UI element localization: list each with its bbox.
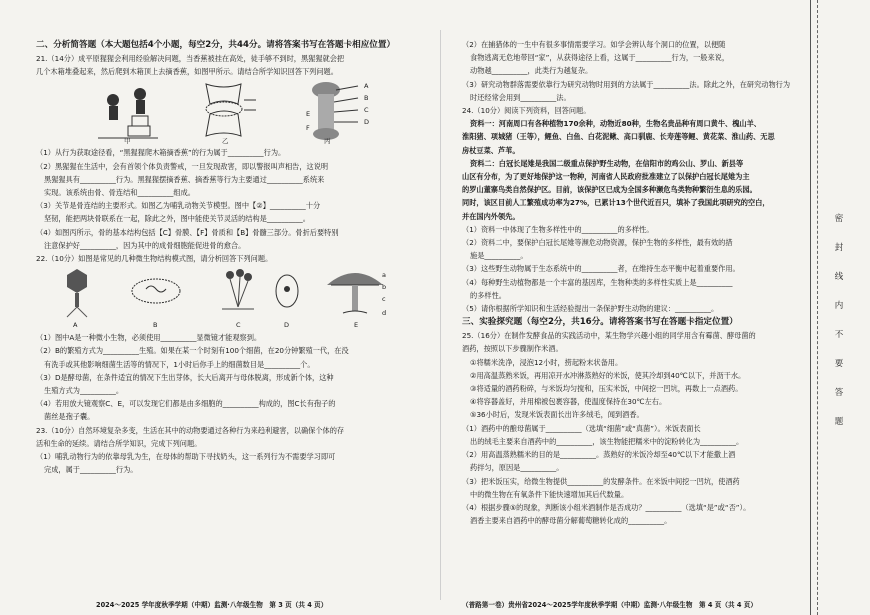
section-3-title: 三、实验探究题（每空2分，共16分。请将答案书写在答题卡指定位置） bbox=[462, 317, 738, 328]
q22-q1: （1）图中A是一种微小生物，必须使用__________显微镜才能观察到。 bbox=[36, 333, 262, 343]
mushroom-label-a: a bbox=[382, 271, 386, 280]
mushroom-figure bbox=[321, 267, 391, 321]
q25-q3b: 中的微生物在有氧条件下能快速增加其后代数量。 bbox=[470, 489, 629, 499]
fig-label-jia: 甲 bbox=[124, 137, 131, 146]
q25-q1a: （1）酒药中的酿母菌属于__________（选填“细菌”或“真菌”）。米饭表面长 bbox=[462, 423, 701, 433]
q24-q1: （1）资料一中体现了生物多样性中的__________的多样性。 bbox=[462, 224, 654, 234]
q22-q2b: 有洗手或其他影响细菌生活等的情况下，1小时后你手上的细菌数目是__________个。 bbox=[44, 359, 315, 369]
seal-line-sidebar bbox=[810, 0, 870, 615]
q23-q2c: 动物越__________，此类行为越复杂。 bbox=[470, 66, 593, 76]
q24-q4a: （4）每种野生动植物都是一个丰富的基因库，生物种类的多样性实质上是__________ bbox=[462, 277, 733, 287]
q21-q4b: 注意保护好__________，因为其中的成骨细胞能促进骨的愈合。 bbox=[44, 240, 246, 250]
q24-material1-1: 资料一：河南周口有各种植物170余种，动物近80种，生物名贵品种有周口黄牛、槐山羊、 bbox=[470, 119, 761, 129]
q24-material1-3: 房杖豆菜、芦苇。 bbox=[462, 145, 520, 155]
bone-label-c: C bbox=[364, 106, 369, 115]
q24-intro: 24.（10分）阅读下列资料，回答问题。 bbox=[462, 106, 591, 116]
q23-intro-1: 23.（10分）自然环境复杂多变，生活在其中的动物要通过各种行为来趋利避害，以确保个体的存 bbox=[36, 425, 345, 435]
micro-label-e: E bbox=[354, 321, 359, 330]
q22-q3a: （3）D是酵母菌，在条件适宜的情况下生出芽体，长大后离开与母体脱离，形成新个体，这种 bbox=[36, 372, 334, 382]
q23-q3a: （3）研究动物群落需要依靠行为研究动物时用到的方法属于__________法。除此之外，在研究动物行为 bbox=[462, 79, 791, 89]
q24-material2-1: 资料二：白冠长尾雉是我国二级重点保护野生动物，在信阳市的鸡公山、罗山、新县等 bbox=[470, 158, 744, 168]
q21-q2b: 黑猩猩具有__________行为。黑猩猩摆摘香蕉、摘香蕉等行为主要通过__________系统来 bbox=[44, 174, 325, 184]
q21-q3a: （3）关节是骨连结的主要形式。如图乙为哺乳动物关节模型。图中【②】__________十分 bbox=[36, 201, 321, 211]
q23-intro-2: 活和生命的延续。请结合所学知识，完成下列问题。 bbox=[36, 438, 202, 448]
q24-q4b: 的多样性。 bbox=[470, 290, 506, 300]
micro-label-a: A bbox=[73, 321, 78, 330]
mushroom-label-c: c bbox=[382, 295, 386, 304]
q24-q2b: 施是__________。 bbox=[470, 251, 528, 261]
seal-line-warning: 密封线内不要答题 bbox=[834, 214, 844, 427]
mushroom-label-b: b bbox=[382, 283, 387, 292]
section-2-title: 二、分析简答题（本大题包括4个小题，每空2分，共44分。请将答案书写在答题卡相应位置） bbox=[36, 40, 396, 50]
right-footer: （普路第一卷）贵州省2024～2025学年度秋季学期（中期）监测·八年级生物 第 4 页（共 4 页） bbox=[462, 601, 757, 609]
q23-q1a: （1）哺乳动物行为的依靠母乳为生，在母体的帮助下寻找奶头，这一系列行为不需要学习即可 bbox=[36, 452, 336, 462]
bone-label-f: F bbox=[306, 124, 310, 133]
fig-label-bing: 丙 bbox=[324, 137, 331, 146]
q24-material2-4: 同时，该区目前人工繁殖成功率为27%，已累计13个世代近百只，填补了我国此项研究的空白， bbox=[462, 198, 770, 208]
micro-label-b: B bbox=[153, 321, 158, 330]
q22-q4b: 菌丝是孢子囊。 bbox=[44, 412, 95, 422]
q22-intro: 22.（10分）如图是常见的几种微生物结构模式图，请分析回答下列问题。 bbox=[36, 254, 273, 264]
q23-q2a: （2）在捕猎体的一生中有很多事情需要学习。如学会辨认每个洞口的位置，以便随 bbox=[462, 40, 726, 49]
q25-intro-2: 酒药，按照以下步骤制作米酒。 bbox=[462, 344, 563, 354]
q22-figures bbox=[36, 267, 430, 329]
q21-q1: （1）从行为获取途径看，“黑猩猩爬木箱摘香蕉”的行为属于__________行为。 bbox=[36, 148, 286, 158]
q24-material2-5: 并在国内外领先。 bbox=[462, 211, 520, 221]
q25-q2a: （2）用高温蒸熟糯米的目的是__________。蒸熟好的米饭冷却至40℃以下才能撒上酒 bbox=[462, 450, 736, 460]
bone-label-b: B bbox=[364, 94, 369, 103]
bone-figure bbox=[286, 80, 376, 142]
q24-q2a: （2）资料二中，要保护白冠长尾雉等濒危动物资源，保护生物的多样性，最有效的措 bbox=[462, 238, 733, 248]
fig-label-yi: 乙 bbox=[222, 137, 229, 146]
q24-q3: （3）这些野生动物属于生态系统中的__________者，在维持生态平衡中起着重要作用。 bbox=[462, 264, 740, 274]
q25-step-3: ③将适量的酒药粉碎，与米饭均匀搅和，压实米饭，中间挖一凹坑，再数上一点酒药。 bbox=[470, 384, 743, 394]
q21-figures bbox=[36, 80, 430, 144]
seal-dashed-line bbox=[817, 0, 818, 615]
chimp-figure bbox=[98, 80, 158, 140]
bone-label-e: E bbox=[306, 110, 311, 119]
joint-figure bbox=[186, 80, 261, 140]
q21-q2a: （2）黑猩猩在生活中，会有首领个体负责警戒，一旦发现敌害，即以警报叫声相告，这说明 bbox=[36, 161, 329, 171]
bone-label-d: D bbox=[364, 118, 370, 127]
bacterium-figure bbox=[126, 267, 186, 319]
q25-q1b: 出的绒毛主要来自酒药中的__________，该生物能把糯米中的淀粉转化为__________。 bbox=[470, 436, 744, 446]
q25-step-2: ②用高温蒸熟米饭，再用凉开水冲淋蒸熟好的米饭，使其冷却到40℃以下，并沥干水。 bbox=[470, 370, 746, 380]
q24-material1-2: 淮阳猪、项城猪（王等），鲤鱼、白鱼、白花泥鳅、高口驯鹿、长寿莲等鲤、黄花菜、淮山药、无思 bbox=[462, 132, 775, 142]
q21-q4a: （4）如图丙所示，骨的基本结构包括【C】骨膜、【F】骨质和【B】骨髓三部分。骨折后要特别 bbox=[36, 227, 339, 237]
q25-step-1: ①将糯米洗净，浸泡12小时，捞起粉末状备用。 bbox=[470, 357, 623, 367]
q25-q4a: （4）根据步骤⑤的现象，判断该小组米酒制作是否成功？__________（选填“是”或“否”）。 bbox=[462, 502, 751, 512]
left-footer: 2024～2025 学年度秋季学期（中期）监测·八年级生物 第 3 页（共 4 页） bbox=[96, 601, 328, 609]
q23-q3b: 时还经常会用到__________法。 bbox=[470, 92, 571, 102]
q21-q3b: 坚韧，能把两块骨联系在一起，除此之外，图中能使关节灵活的结构是__________。 bbox=[44, 214, 310, 224]
q24-material2-3: 的罗山董寨鸟类自然保护区。目前，该保护区已成为全国多种濒危鸟类物种繁衍生息的乐园。 bbox=[462, 185, 757, 195]
q21-intro-1: 21.（14分）成平原猩猩会利用经验解决问题，当香蕉被挂在高处，徒手够不到时，黑猩猩就会把 bbox=[36, 54, 345, 63]
micro-label-c: C bbox=[236, 321, 241, 330]
q24-material2-2: 山区有分布，为了更好地保护这一物种，河南省人民政府批准建立了以保护白冠长尾雉为主 bbox=[462, 172, 750, 182]
q25-step-4: ④将容器盖好，并用棉被包裹容器，使温度保持在30℃左右。 bbox=[470, 397, 667, 407]
q25-q2b: 药拌匀，原因是__________。 bbox=[470, 463, 564, 473]
micro-label-d: D bbox=[284, 321, 290, 330]
yeast-figure bbox=[272, 267, 302, 319]
q25-step-5: ⑤36小时后，发现米饭表面长出许多绒毛，闻到酒香。 bbox=[470, 410, 644, 420]
q23-q2b: 食物逃离无危地带回“家”，从获得途径上看，这属于__________行为，一般来说， bbox=[470, 53, 730, 63]
virus-figure bbox=[64, 267, 90, 319]
mushroom-label-d: d bbox=[382, 309, 387, 318]
right-page bbox=[440, 0, 810, 615]
mold-figure bbox=[218, 267, 258, 319]
q25-intro-1: 25.（16分）在制作发酵食品的实践活动中，某生物学兴趣小组的同学用含有霉菌、酵母菌的 bbox=[462, 331, 756, 341]
bone-label-a: A bbox=[364, 82, 369, 91]
q22-q4a: （4）若用放大镜观察C、E，可以发现它们都是由多细胞的__________构成的，图C长有孢子的 bbox=[36, 399, 336, 409]
q25-q3a: （3）把米饭压实，给微生物提供__________的发酵条件。在米饭中间挖一凹坑，使酒药 bbox=[462, 476, 740, 486]
q24-q5: （5）请你根据所学知识和生活经验提出一条保护野生动物的建议：__________。 bbox=[462, 304, 719, 314]
q22-q2a: （2）B的繁殖方式为__________生殖。如果在某一个时刻有100个细菌，在20分钟繁殖一代，在没 bbox=[36, 346, 349, 356]
q25-q4b: 酒香主要来自酒药中的酵母菌分解葡萄糖转化成的__________。 bbox=[470, 516, 672, 526]
q22-q3b: 生殖方式为__________。 bbox=[44, 386, 124, 396]
q23-q1b: 完成，属于__________行为。 bbox=[44, 465, 138, 475]
q21-intro-2: 几个木箱堆叠起来，然后爬到木箱顶上去摘香蕉，如图甲所示。请结合所学知识回答下列问题。 bbox=[36, 67, 338, 77]
q21-q2c: 实现。该系统由骨、骨连结和__________组成。 bbox=[44, 188, 195, 198]
